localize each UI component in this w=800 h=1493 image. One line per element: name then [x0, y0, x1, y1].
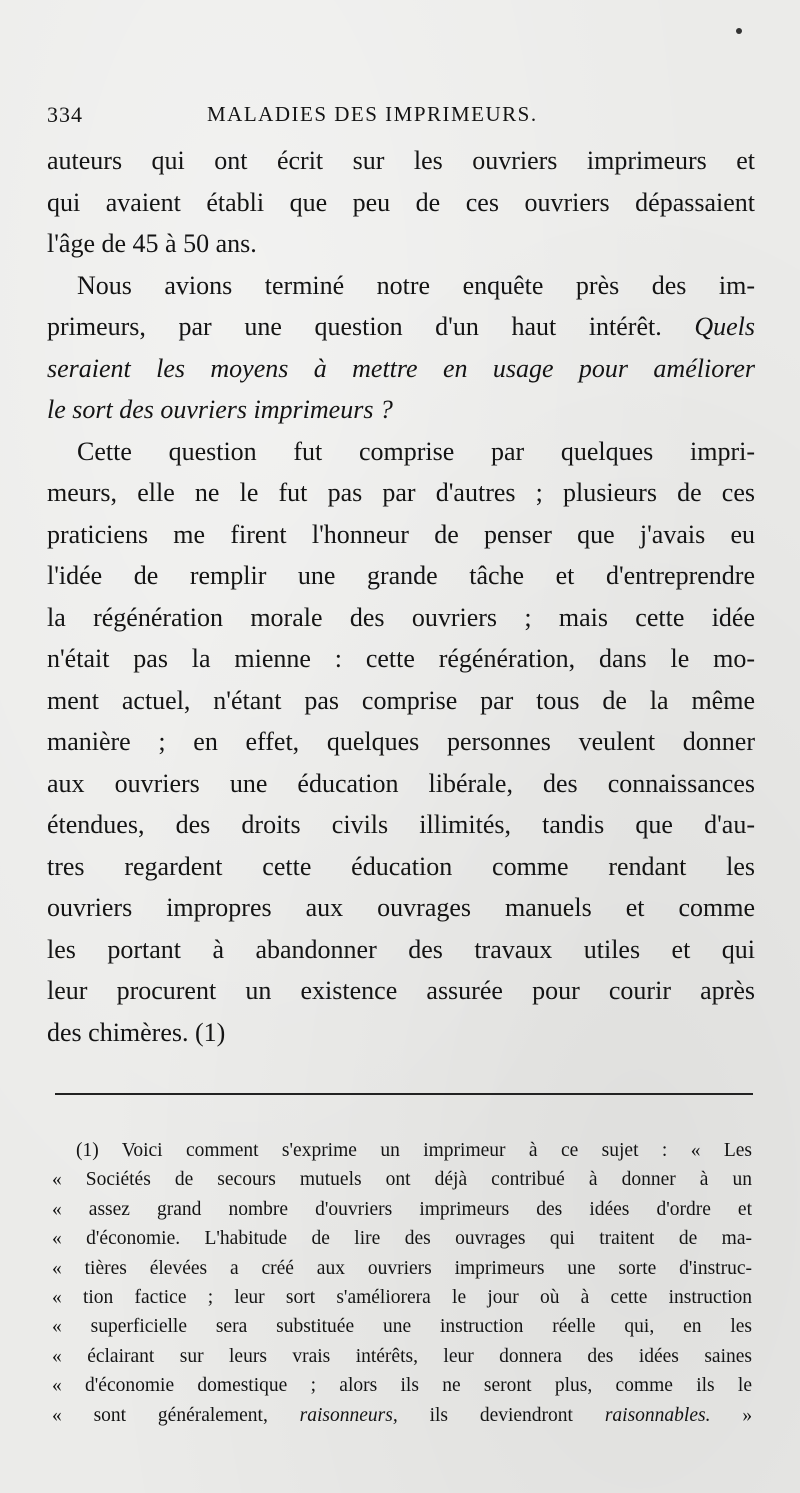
footnote-line: « tières élevées a créé aux ouvriers imprimeurs une sorte d'instruc-: [52, 1257, 752, 1279]
text-line: n'était pas la mienne : cette régénération, dans le mo-: [47, 644, 755, 673]
text-line: Nous avions terminé notre enquête près des im-: [77, 270, 755, 300]
italic-segment: le sort des ouvriers imprimeurs ?: [47, 395, 393, 424]
closing-quote: »: [742, 1404, 753, 1426]
text-line: aux ouvriers une éducation libérale, des connaissances: [47, 768, 755, 798]
text-line: praticiens me firent l'honneur de penser que j'avais eu: [47, 519, 755, 549]
footnote-rule: [55, 1093, 753, 1095]
text-line: la régénération morale des ouvriers ; mais cette idée: [47, 602, 755, 632]
text-segment: « sont généralement,: [52, 1404, 268, 1426]
text-line: des chimères. (1): [47, 1017, 226, 1047]
text-line: l'âge de 45 à 50 ans.: [47, 229, 257, 258]
text-segment: primeurs, par une question d'un haut intérêt.: [47, 312, 662, 341]
text-line: auteurs qui ont écrit sur les ouvriers imprimeurs et: [47, 146, 755, 175]
text-line: qui avaient établi que peu de ces ouvriers dépassaient: [47, 187, 755, 217]
text-line: [47, 348, 755, 390]
text-segment: ils deviendront: [429, 1404, 573, 1426]
page-number: 334: [47, 102, 83, 127]
text-line: tres regardent cette éducation comme rendant les: [47, 851, 755, 881]
text-line: les portant à abandonner des travaux utiles et qui: [47, 934, 755, 964]
footnote-line: (1) Voici comment s'exprime un imprimeur à ce sujet : « Les: [76, 1140, 752, 1161]
main-text: [47, 140, 755, 1053]
footnote: [52, 1136, 752, 1430]
text-line: leur procurent un existence assurée pour courir après: [47, 976, 755, 1005]
text-line: [47, 306, 755, 348]
footnote-line: « éclairant sur leurs vrais intérêts, leur donnera des idées saines: [52, 1345, 752, 1367]
footnote-line: « d'économie. L'habitude de lire des ouvrages qui traitent de ma-: [52, 1228, 752, 1250]
footnote-line: « superficielle sera substituée une instruction réelle qui, en les: [52, 1316, 752, 1338]
italic-segment: Quels: [694, 312, 756, 341]
text-line: meurs, elle ne le fut pas par d'autres ; plusieurs de ces: [47, 478, 755, 507]
page-header: [47, 98, 752, 134]
ink-speck: [736, 28, 742, 34]
text-line: [47, 389, 755, 431]
footnote-line: « Sociétés de secours mutuels ont déjà contribué à donner à un: [52, 1169, 752, 1191]
footnote-line: [52, 1401, 752, 1430]
text-line: l'idée de remplir une grande tâche et d'entreprendre: [47, 561, 755, 590]
italic-segment: seraient les moyens à mettre en usage pour améliorer: [47, 353, 755, 383]
text-line: étendues, des droits civils illimités, tandis que d'au-: [47, 810, 755, 839]
footnote-line: « tion factice ; leur sort s'améliorera le jour où à cette instruction: [52, 1287, 752, 1309]
text-line: ment actuel, n'étant pas comprise par tous de la même: [47, 685, 755, 715]
footnote-line: « assez grand nombre d'ouvriers imprimeurs des idées d'ordre et: [52, 1198, 752, 1220]
text-line: manière ; en effet, quelques personnes veulent donner: [47, 727, 755, 756]
text-line: ouvriers impropres aux ouvrages manuels et comme: [47, 893, 755, 922]
text-line: Cette question fut comprise par quelques impri-: [77, 436, 755, 466]
running-title: MALADIES DES IMPRIMEURS.: [207, 102, 538, 126]
italic-segment: raisonneurs,: [299, 1404, 398, 1426]
italic-segment: raisonnables.: [604, 1404, 711, 1426]
footnote-line: « d'économie domestique ; alors ils ne seront plus, comme ils le: [52, 1375, 752, 1397]
